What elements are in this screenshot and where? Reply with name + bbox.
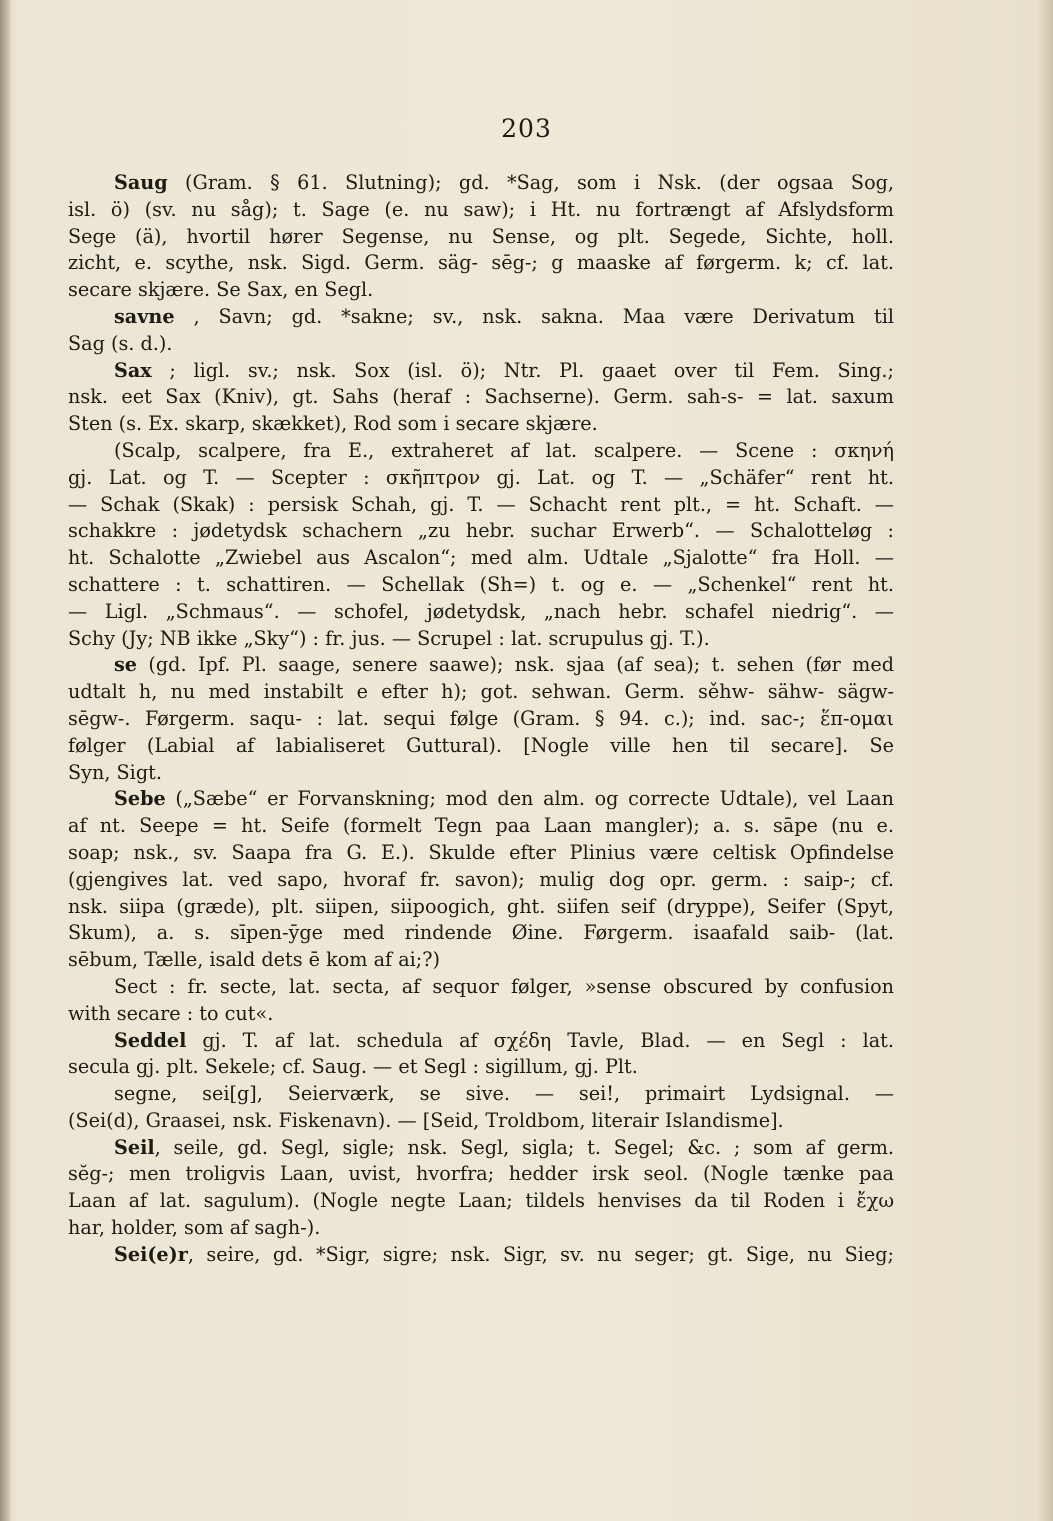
entry-text: Syn, Sigt.: [68, 760, 162, 784]
entry-text: („Sæbe“ er Forvanskning; mod den alm. og correcte Udtale), vel Laan: [165, 787, 894, 811]
entry-text: zicht, e. scythe, nsk. Sigd. Germ. säg- sēg-; g maaske af førgerm. k; cf. lat.: [68, 251, 894, 275]
text-line: [68, 1054, 894, 1081]
text-line: [68, 1242, 894, 1269]
entry-text: af nt. Seepe = ht. Seife (formelt Tegn paa Laan mangler); a. s. sāpe (nu e.: [68, 814, 894, 838]
entry-text: segne, sei[g], Seierværk, se sive. — sei!, primairt Lydsignal. —: [114, 1082, 894, 1106]
entry-text: , seire, gd. *Sigr, sigre; nsk. Sigr, sv. nu seger; gt. Sige, nu Sieg;: [187, 1242, 894, 1266]
text-line: [68, 679, 894, 706]
text-line: [68, 760, 894, 787]
text-line: [68, 786, 894, 813]
text-line: [68, 411, 894, 438]
entry-text: har, holder, som af sagh-).: [68, 1216, 321, 1240]
page-right-edge: [1039, 0, 1053, 1521]
text-line: [68, 1108, 894, 1135]
text-line: [68, 277, 894, 304]
entry-text: , seile, gd. Segl, sigle; nsk. Segl, sigla; t. Segel; &c. ; som af germ.: [154, 1135, 894, 1159]
text-line: [68, 626, 894, 653]
entry-text: ht. Schalotte „Zwiebel aus Ascalon“; med alm. Udtale „Sjalotte“ fra Holl. —: [68, 546, 894, 570]
entry-text: Sten (s. Ex. skarp, skækket), Rod som i secare skjære.: [68, 412, 598, 436]
text-line: [68, 1161, 894, 1188]
text-line: [68, 331, 894, 358]
text-line: [68, 894, 894, 921]
text-line: [68, 813, 894, 840]
text-line: [68, 867, 894, 894]
text-line: [68, 733, 894, 760]
entry-text: Schy (Jy; NB ikke „Sky“) : fr. jus. — Scrupel : lat. scrupulus gj. T.).: [68, 626, 710, 650]
text-line: [68, 947, 894, 974]
text-line: [68, 599, 894, 626]
entry-text: , Savn; gd. *sakne; sv., nsk. sakna. Maa være Derivatum til: [174, 304, 894, 328]
entry-text: gj. T. af lat. schedula af σχέδη Tavle, Blad. — en Segl : lat.: [186, 1028, 894, 1052]
page-number: 203: [501, 114, 552, 143]
dictionary-text-block: [68, 170, 894, 1269]
entry-headword: Sax: [114, 358, 152, 382]
text-line: [68, 438, 894, 465]
entry-text: (Gram. § 61. Slutning); gd. *Sag, som i Nsk. (der ogsaa Sog,: [167, 171, 894, 194]
text-line: [68, 465, 894, 492]
entry-headword: Sebe: [114, 787, 166, 811]
text-line: [68, 250, 894, 277]
text-line: [68, 840, 894, 867]
entry-text: (Scalp, scalpere, fra E., extraheret af lat. scalpere. — Scene : σκηνή: [114, 438, 894, 462]
text-line: [68, 706, 894, 733]
text-line: [68, 652, 894, 679]
entry-text: Skum), a. s. sīpen-ȳge med rindende Øine. Førgerm. isaafald saib- (lat.: [68, 921, 894, 945]
entry-text: Sect : fr. secte, lat. secta, af sequor følger, »sense obscured by confusion: [114, 974, 894, 998]
text-line: [68, 1215, 894, 1242]
entry-text: ; ligl. sv.; nsk. Sox (isl. ö); Ntr. Pl. gaaet over til Fem. Sing.;: [151, 358, 894, 382]
entry-text: (gjengives lat. ved sapo, hvoraf fr. savon); mulig dog opr. germ. : saip-; cf.: [68, 867, 894, 891]
entry-text: sēgw-. Førgerm. saqu- : lat. sequi følge (Gram. § 94. c.); ind. sac-; ἕπ-ομαι: [68, 706, 894, 730]
entry-text: sēbum, Tælle, isald dets ē kom af ai;?): [68, 948, 441, 972]
entry-text: Laan af lat. sagulum). (Nogle negte Laan; tildels henvises da til Roden i ἔχω: [68, 1189, 894, 1213]
text-line: [68, 170, 894, 197]
text-line: [68, 920, 894, 947]
entry-text: nsk. eet Sax (Kniv), gt. Sahs (heraf : Sachserne). Germ. sah-s- = lat. saxum: [68, 385, 894, 409]
text-line: [68, 1188, 894, 1215]
entry-text: nsk. siipa (græde), plt. siipen, siipoogich, ght. siifen seif (dryppe), Seifer (Spyt,: [68, 894, 894, 918]
text-line: [68, 1028, 894, 1055]
entry-text: (gd. Ipf. Pl. saage, senere saawe); nsk. sjaa (af sea); t. sehen (før med: [137, 653, 894, 677]
text-line: [68, 384, 894, 411]
entry-text: — Schak (Skak) : persisk Schah, gj. T. — Schacht rent plt., = ht. Schaft. —: [68, 492, 894, 516]
entry-headword: Seddel: [114, 1028, 187, 1052]
entry-headword: Saug: [114, 171, 168, 194]
entry-headword: savne: [114, 304, 175, 328]
text-line: [68, 1081, 894, 1108]
entry-text: følger (Labial af labialiseret Guttural). [Nogle ville hen til secare]. Se: [68, 733, 894, 757]
entry-text: with secare : to cut«.: [68, 1001, 274, 1025]
text-line: [68, 974, 894, 1001]
entry-headword: se: [114, 653, 138, 677]
text-line: [68, 1135, 894, 1162]
text-line: [68, 492, 894, 519]
text-line: [68, 197, 894, 224]
entry-text: gj. Lat. og T. — Scepter : σκῆπτρον gj. Lat. og T. — „Schäfer“ rent ht.: [68, 465, 894, 489]
text-line: [68, 224, 894, 251]
page-binding-edge: [0, 0, 10, 1521]
entry-text: sĕg-; men troligvis Laan, uvist, hvorfra; hedder irsk seol. (Nogle tænke paa: [68, 1162, 894, 1186]
entry-text: secula gj. plt. Sekele; cf. Saug. — et Segl : sigillum, gj. Plt.: [68, 1055, 638, 1079]
entry-text: isl. ö) (sv. nu såg); t. Sage (e. nu saw); i Ht. nu fortrængt af Afslydsform: [68, 197, 894, 221]
entry-text: secare skjære. Se Sax, en Segl.: [68, 278, 374, 302]
entry-text: Sag (s. d.).: [68, 331, 173, 355]
entry-text: schattere : t. schattiren. — Schellak (Sh=) t. og e. — „Schenkel“ rent ht.: [68, 572, 894, 596]
entry-text: Sege (ä), hvortil hører Segense, nu Sense, og plt. Segede, Sichte, holl.: [68, 224, 894, 248]
text-line: [68, 1001, 894, 1028]
text-line: [68, 518, 894, 545]
text-line: [68, 545, 894, 572]
text-line: [68, 572, 894, 599]
entry-headword: Seil: [114, 1135, 155, 1159]
entry-text: soap; nsk., sv. Saapa fra G. E.). Skulde efter Plinius være celtisk Opfindelse: [68, 840, 894, 864]
text-line: [68, 304, 894, 331]
entry-text: — Ligl. „Schmaus“. — schofel, jødetydsk, „nach hebr. schafel niedrig“. —: [68, 599, 894, 623]
text-line: [68, 358, 894, 385]
entry-text: (Sei(d), Graasei, nsk. Fiskenavn). — [Seid, Troldbom, literair Islandisme].: [68, 1108, 784, 1132]
entry-text: schakkre : jødetydsk schachern „zu hebr. suchar Erwerb“. — Schalotteløg :: [68, 519, 894, 543]
entry-text: udtalt h, nu med instabilt e efter h); got. sehwan. Germ. sěhw- sähw- sägw-: [68, 680, 894, 704]
entry-headword: Sei(e)r: [114, 1242, 188, 1266]
